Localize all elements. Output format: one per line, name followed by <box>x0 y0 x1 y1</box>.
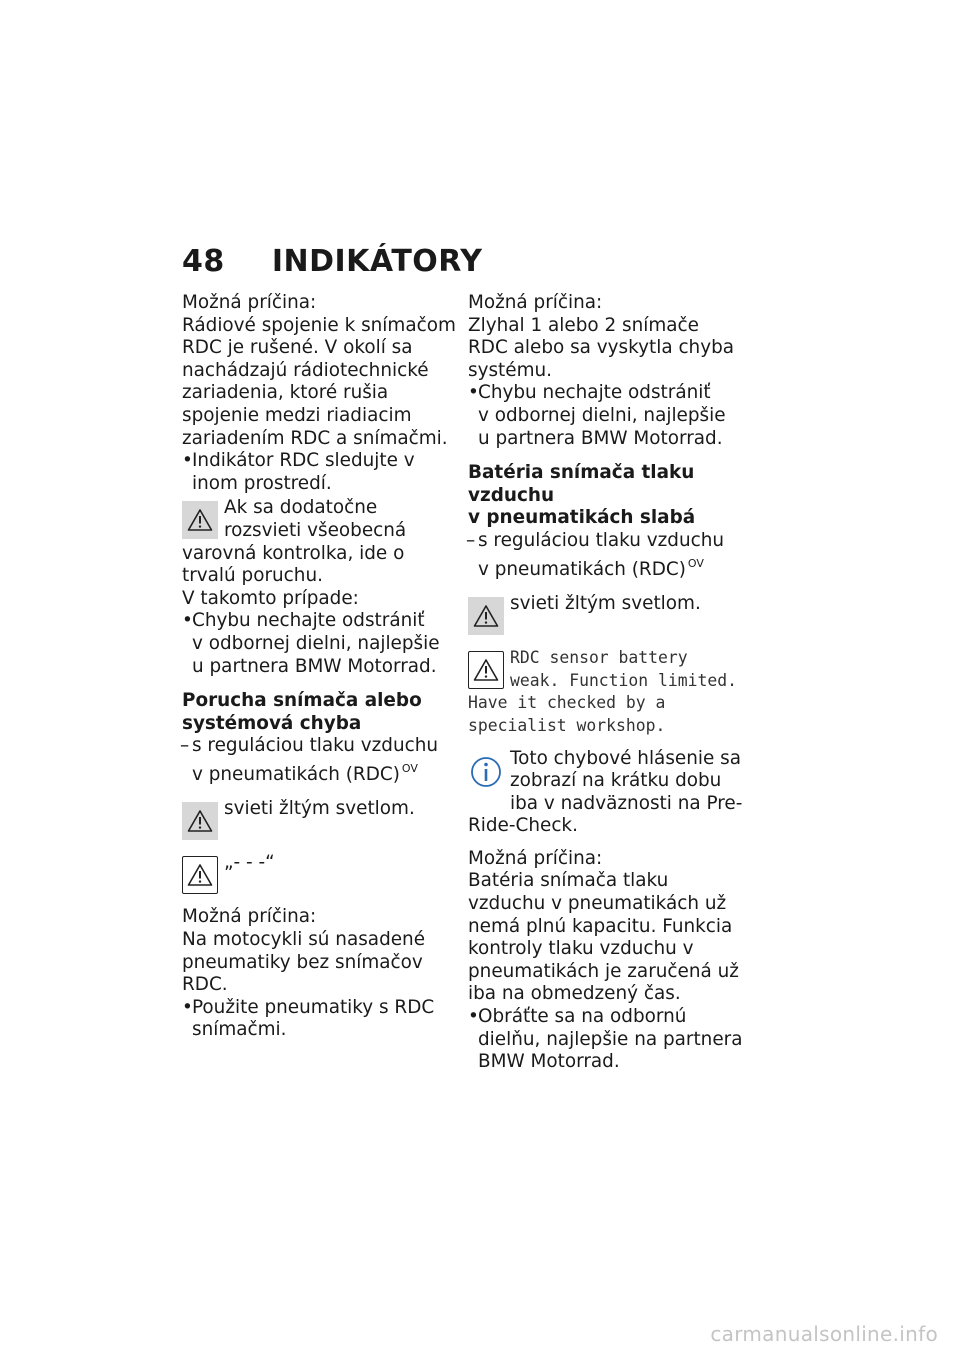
info-note-text: Toto chybové hlásenie sa zobrazí na krátku dobu iba v nadväznosti na Pre-Ride-Check. <box>468 747 743 837</box>
cause-label: Možná príčina: <box>468 292 603 313</box>
condition-item <box>468 530 744 581</box>
case-text: V takomto prípade: <box>182 587 359 609</box>
condition-item <box>182 735 458 786</box>
bullet-line: u partnera BMW Motorrad. <box>478 427 723 449</box>
cause-text: Na motocykli sú nasadené pneumatiky bez snímačov RDC. <box>182 929 426 996</box>
lamp-text: svieti žltým svetlom. <box>510 593 701 615</box>
condition-line: – s reguláciou tlaku vzduchu <box>478 529 725 551</box>
bullet-item <box>468 382 744 450</box>
warning-triangle-icon <box>182 802 218 840</box>
bullet-line: • Použite pneumatiky s RDC <box>192 996 435 1018</box>
cause-label: Možná príčina: <box>182 906 317 928</box>
cause-label: Možná príčina: <box>468 847 603 869</box>
display-row <box>468 647 744 737</box>
warning-triangle-icon <box>468 597 504 635</box>
bullet-line: • Obráťte sa na odbornú <box>478 1006 687 1028</box>
info-icon <box>468 752 504 792</box>
superscript-code: OV <box>687 556 704 570</box>
display-row <box>182 852 458 896</box>
lamp-row <box>182 798 458 842</box>
right-column <box>468 292 744 1074</box>
display-text: „- - -“ <box>224 852 275 874</box>
warning-note <box>182 497 458 587</box>
bullet-line: dielňu, najlepšie na partnera <box>478 1028 743 1050</box>
cause-text: Zlyhal 1 alebo 2 snímače RDC alebo sa vyskytla chyba systému. <box>468 314 735 381</box>
heading-line: systémová chyba <box>182 712 362 734</box>
cause-text: Batéria snímača tlaku vzduchu v pneumatikách už nemá plnú kapacitu. Funkcia kontroly tlaku vzduchu v pneumatikách je zaručená už iba na obmedzený čas. <box>468 870 739 1005</box>
page-number: 48 <box>182 244 225 279</box>
cause-text: Rádiové spojenie k snímačom RDC je rušené. V okolí sa nachádzajú rádiotechnické zariadenia, ktoré rušia spojenie medzi riadiacim zariadením RDC a snímačmi. <box>182 314 456 449</box>
superscript-code: OV <box>401 761 418 775</box>
condition-line: v pneumatikách (RDC) $^{OV}$ <box>478 556 704 580</box>
condition-line: – s reguláciou tlaku vzduchu <box>192 735 439 757</box>
bullet-line: u partnera BMW Motorrad. <box>192 655 437 677</box>
left-column <box>182 292 458 1042</box>
page-title: INDIKÁTORY <box>271 244 483 279</box>
display-message: RDC sensor battery weak. Function limited. Have it checked by a specialist workshop. <box>468 648 737 735</box>
bullet-item <box>182 610 458 678</box>
heading-line: Batéria snímača tlaku vzduchu <box>468 462 695 506</box>
bullet-line: • Chybu nechajte odstrániť <box>192 610 425 632</box>
section-heading <box>182 690 458 735</box>
warning-triangle-icon <box>182 501 218 539</box>
warning-note-text: Ak sa dodatočne rozsvieti všeobecná varovná kontrolka, ide o trvalú poruchu. <box>182 497 407 587</box>
section-heading <box>468 462 744 530</box>
bullet-item: • Indikátor RDC sledujte v inom prostredí. <box>182 450 458 495</box>
condition-line: v pneumatikách (RDC) $^{OV}$ <box>192 761 418 785</box>
bullet-line: • Chybu nechajte odstrániť <box>478 382 711 404</box>
heading-line: Porucha snímača alebo <box>182 690 422 712</box>
bullet-item <box>468 1006 744 1074</box>
bullet-line: BMW Motorrad. <box>478 1051 620 1073</box>
bullet-line: v odbornej dielni, najlepšie <box>478 404 726 426</box>
warning-triangle-outline-icon <box>182 856 218 894</box>
bullet-item <box>182 997 458 1042</box>
warning-triangle-outline-icon <box>468 651 504 689</box>
info-note <box>468 748 744 838</box>
bullet-line: snímačmi. <box>192 1019 287 1041</box>
bullet-line: v odbornej dielni, najlepšie <box>192 632 440 654</box>
lamp-text: svieti žltým svetlom. <box>224 798 415 820</box>
watermark: carmanualsonline.info <box>710 1322 938 1346</box>
cause-label: Možná príčina: <box>182 292 317 313</box>
page-header <box>182 244 482 279</box>
heading-line: v pneumatikách slabá <box>468 507 696 529</box>
lamp-row <box>468 593 744 637</box>
